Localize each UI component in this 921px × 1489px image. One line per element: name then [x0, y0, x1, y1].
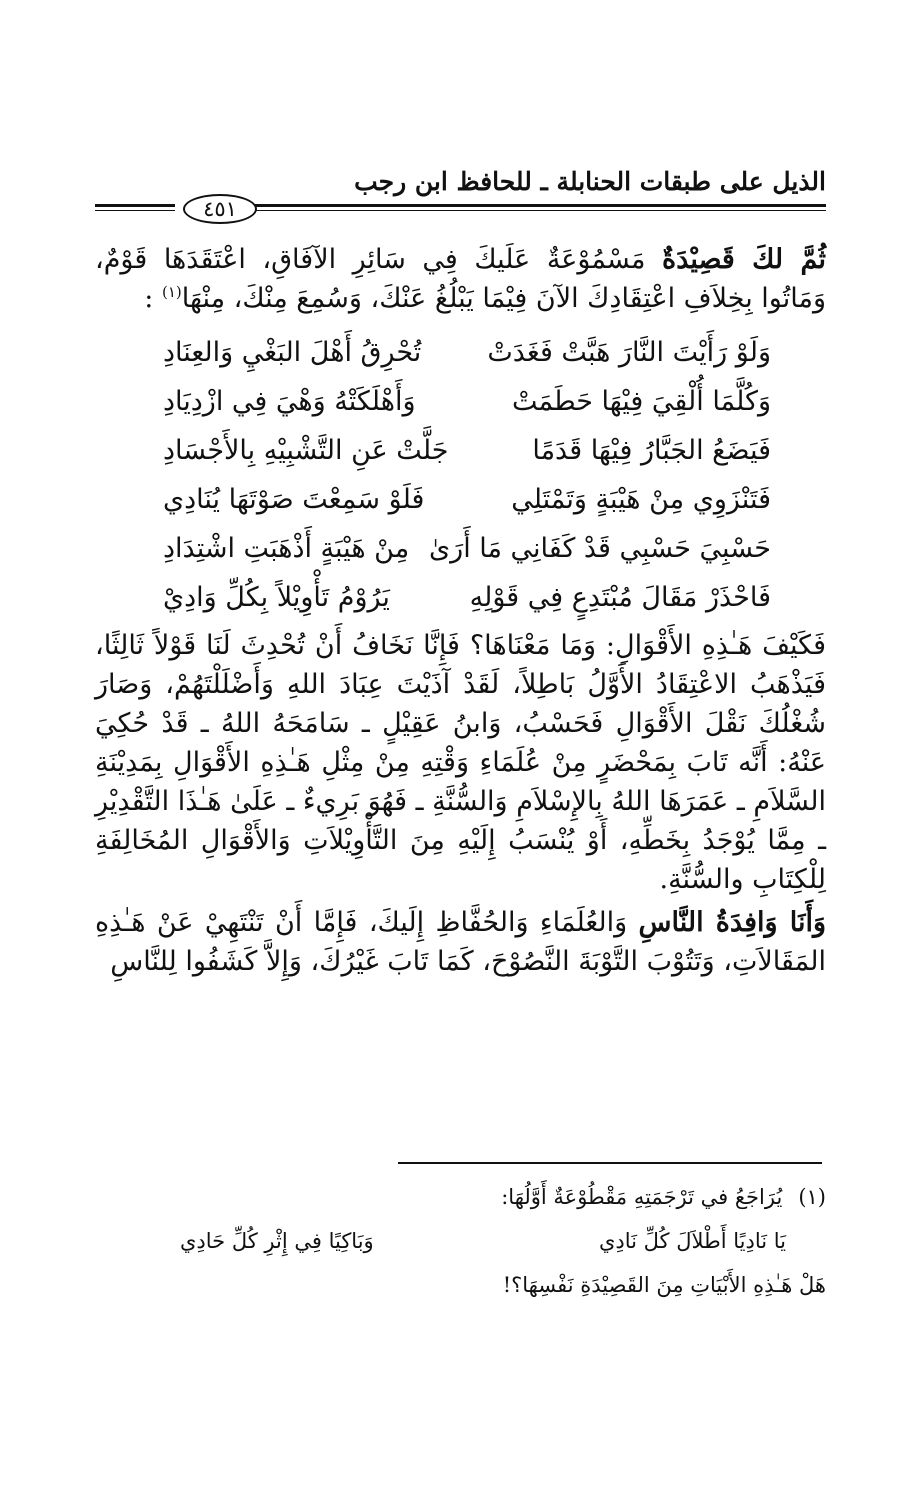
verse — [95, 377, 826, 426]
footnote-question: هَلْ هَـٰذِهِ الأَبْيَاتِ مِنَ القَصِيْدَةِ نَفْسِهَا؟! — [502, 1273, 826, 1297]
verse — [95, 328, 826, 377]
paragraph-1 — [95, 240, 826, 318]
footnote-number: (١) — [798, 1185, 826, 1209]
footnotes — [120, 1175, 826, 1307]
footnote-text: يُرَاجَعُ في تَرْجَمَتِهِ مَقْطُوْعَةٌ أَوَّلُهَا: — [501, 1185, 783, 1209]
footnote-verse — [120, 1219, 826, 1263]
book-title: الذيل على طبقات الحنابلة ـ للحافظ ابن رجب — [354, 167, 826, 196]
header-rule-left — [95, 204, 175, 211]
hemistich-second: فَلَوْ سَمِعْتَ صَوْتَهَا يُنَادِي — [163, 484, 425, 515]
hemistich-first: فَيَضَعُ الجَبَّارُ فِيْهَا قَدَمًا — [532, 435, 771, 466]
paragraph-3-lead: وَأَنَا وَافِدَةُ النَّاسِ — [638, 907, 826, 938]
paragraph-1-text: مَسْمُوْعَةٌ عَلَيكَ فِي سَائِرِ الآفَاقِ، اعْتَقَدَهَا قَوْمٌ، وَمَاتُوا بِخِلاَفِ اعْتِقَادِكَ الآنَ فِيْمَا يَبْلُغُ عَنْكَ، وَسُمِعَ مِنْكَ، مِنْهَا — [95, 244, 826, 314]
hemistich-first: حَسْبِيَ حَسْبِي قَدْ كَفَانِي مَا أَرَىٰ — [429, 533, 771, 564]
header-rule-right — [255, 204, 826, 211]
running-header — [95, 168, 826, 196]
hemistich-second: وَأَهْلَكَتْهُ وَهْيَ فِي ازْدِيَادِ — [163, 386, 416, 417]
verse — [95, 524, 826, 573]
paragraph-2: فَكَيْفَ هَـٰذِهِ الأَقْوَالِ: وَمَا مَعْنَاهَا؟ فَإِنَّا نَخَافُ أَنْ تُحْدِثَ لَنَا قَوْلاً ثَالِثًا، فَيَذْهَبُ الاعْتِقَادُ الأَوَّلُ بَاطِلاً، لَقَدْ آذَيْتَ عِبَادَ اللهِ وَأَضْلَلْتَهُمْ، وَصَارَ شُغْلُكَ نَقْلَ الأَقْوَالِ فَحَسْبُ، وَابنُ عَقِيْلٍ ـ سَامَحَهُ اللهُ ـ قَدْ حُكِيَ عَنْهُ: أَنَّه تَابَ بِمَحْضَرٍ مِنْ عُلَمَاءِ وَقْتِهِ مِنْ مِثْلِ هَـٰذِهِ الأَقْوَالِ بِمَدِيْنَةِ السَّلاَمِ ـ عَمَرَهَا اللهُ بِالإِسْلاَمِ وَالسُّنَّةِ ـ فَهُوَ بَرِيءٌ ـ عَلَىٰ هَـٰذَا التَّقْدِيْرِ ـ مِمَّا يُوْجَدُ بِخَطِّهِ، أَوْ يُنْسَبُ إِلَيْهِ مِنَ التَّأْوِيْلاَتِ وَالأَقْوَالِ المُخَالِفَةِ لِلْكِتَابِ والسُّنَّةِ. — [95, 630, 826, 895]
paragraph-3-text: وَالعُلَمَاءِ وَالحُفَّاظِ إِلَيكَ، فَإِمَّا أَنْ تَنْتَهِيْ عَنْ هَـٰذِهِ المَقَالاَتِ، وَتَتُوْبَ التَّوْبَةَ النَّصُوْحَ، كَمَا تَابَ غَيْرُكَ، وَإِلاَّ كَشَفُوا لِلنَّاسِ — [95, 907, 826, 977]
hemistich-first: فَاحْذَرْ مَقَالَ مُبْتَدِعٍ فِي قَوْلِهِ — [469, 582, 771, 613]
hemistich-first: وَكُلَّمَا أُلْقِيَ فِيْهَا حَطَمَتْ — [512, 386, 771, 417]
footnote-separator — [398, 1162, 822, 1164]
paragraph-3 — [95, 903, 826, 981]
verse — [95, 426, 826, 475]
header-rule — [95, 196, 826, 224]
paragraph-1-end: : — [144, 283, 154, 314]
hemistich-second: تُحْرِقُ أَهْلَ البَغْيِ وَالعِنَادِ — [163, 337, 422, 368]
hemistich-second: مِنْ هَيْبَةٍ أَذْهَبَتِ اشْتِدَادِ — [163, 533, 410, 564]
hemistich-second: يَرُوْمُ تَأْوِيْلاً بِكُلِّ وَادِيْ — [163, 582, 390, 613]
page-number: ٤٥١ — [183, 194, 257, 224]
verse — [95, 475, 826, 524]
hemistich-first: وَلَوْ رَأَيْتَ النَّارَ هَبَّتْ فَغَدَتْ — [487, 337, 771, 368]
paragraph-1-lead: ثُمَّ لكَ قَصِيْدَةٌ — [662, 244, 826, 275]
poem — [95, 328, 826, 622]
footnote-1 — [120, 1175, 826, 1219]
hemistich-second: جَلَّتْ عَنِ التَّشْبِيْهِ بِالأَجْسَادِ — [163, 435, 449, 466]
footnote-marker: (١) — [162, 283, 182, 301]
footnote-hemistich-first: يَا نَادِيًا أَطْلاَلَ كُلِّ نَادِي — [598, 1229, 786, 1253]
main-text — [95, 240, 826, 981]
hemistich-first: فَتَنْزَوِي مِنْ هَيْبَةٍ وَتَمْتَلِي — [511, 484, 771, 515]
footnote-hemistich-second: وَبَاكِيًا فِي إِثْرِ كُلِّ حَادِي — [180, 1229, 374, 1253]
verse — [95, 573, 826, 622]
